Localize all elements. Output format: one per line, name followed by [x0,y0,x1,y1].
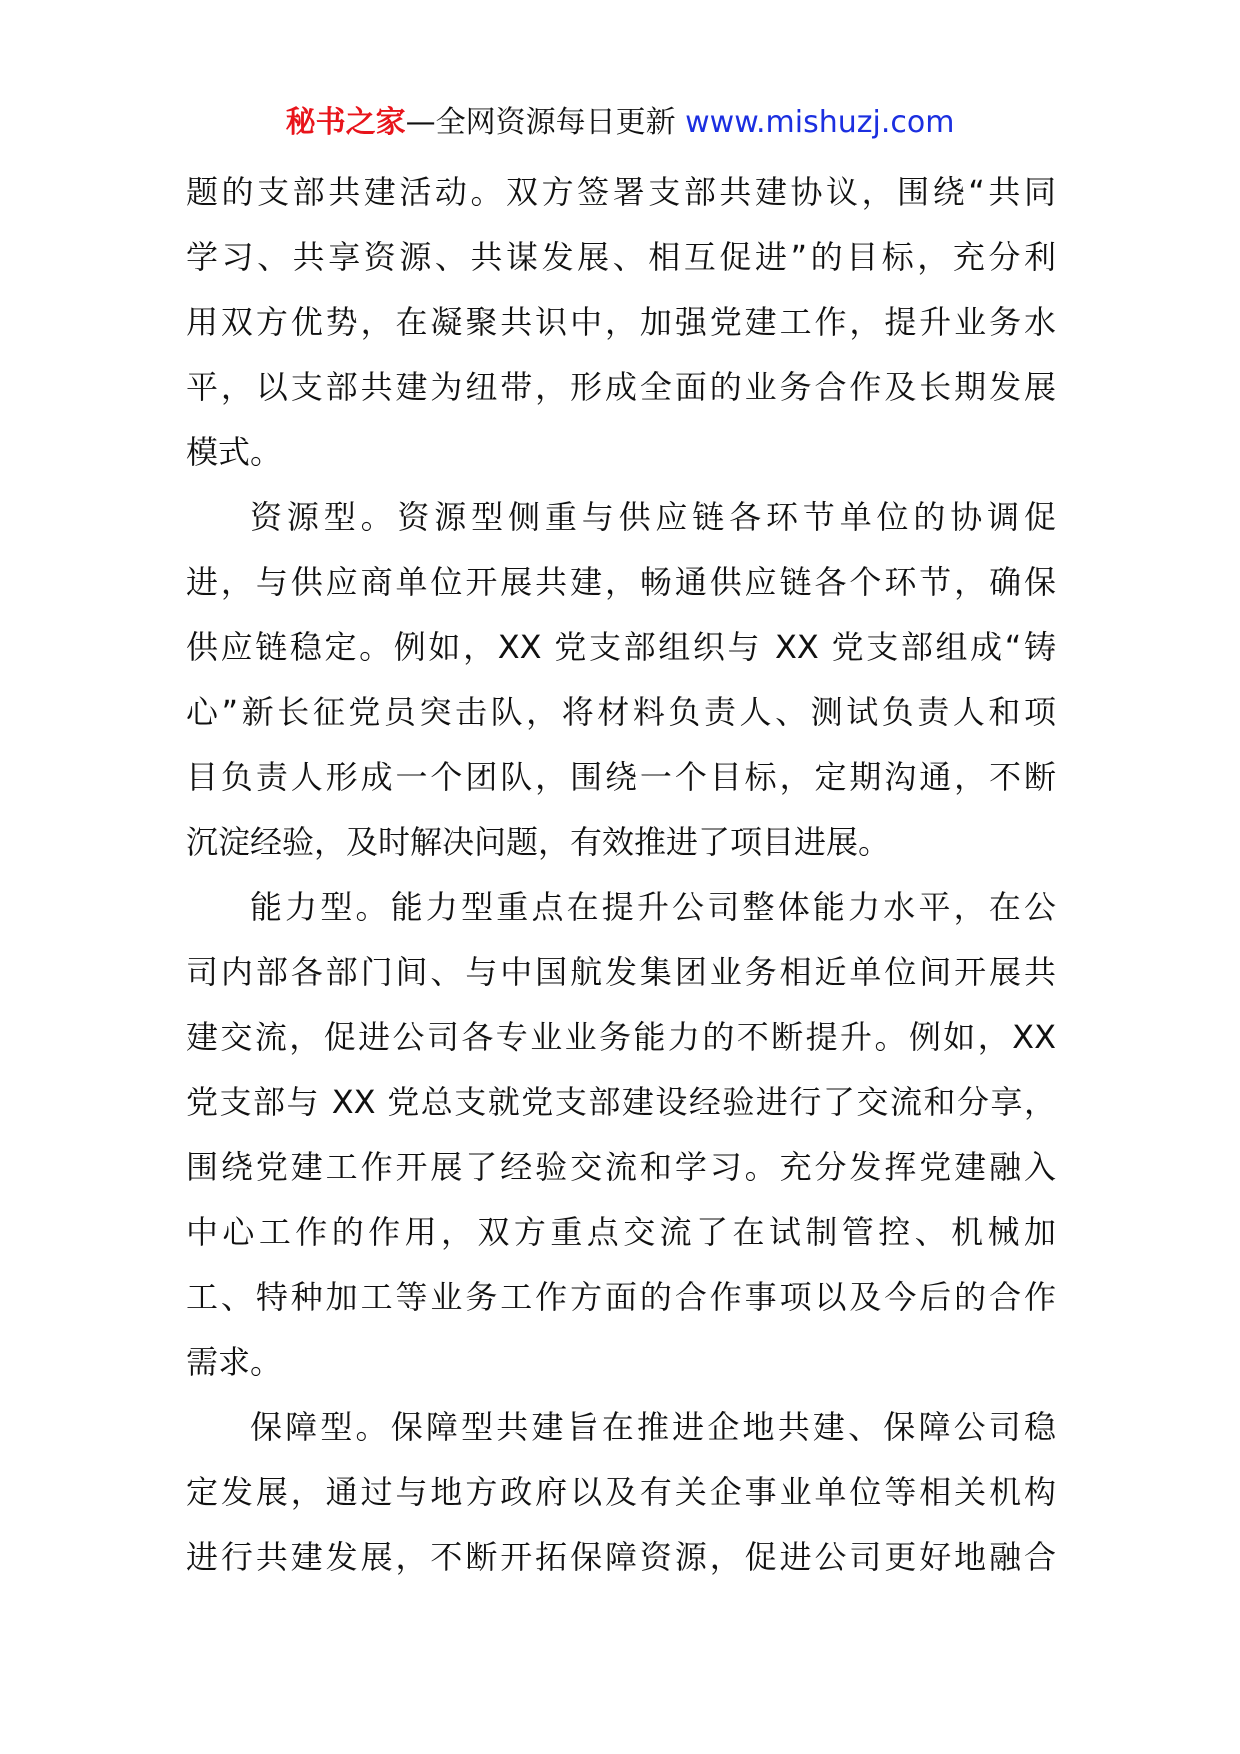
text-line: 定发展，通过与地方政府以及有关企事业单位等相关机构 [186,1473,1056,1511]
text-line: 进，与供应商单位开展共建，畅通供应链各个环节，确保 [186,563,1056,601]
site-header [0,100,1240,146]
text-line: 建交流，促进公司各专业业务能力的不断提升。例如，XX [186,1018,1056,1056]
paragraph-first-line: 资源型。资源型侧重与供应链各环节单位的协调促 [250,498,1056,536]
text-line: 司内部各部门间、与中国航发集团业务相近单位间开展共 [186,953,1056,991]
text-line: 学习、共享资源、共谋发展、相互促进”的目标，充分利 [186,238,1056,276]
text-line: 目负责人形成一个团队，围绕一个目标，定期沟通，不断 [186,758,1056,796]
text-line: 工、特种加工等业务工作方面的合作事项以及今后的合作 [186,1278,1056,1316]
text-line: 心”新长征党员突击队，将材料负责人、测试负责人和项 [186,693,1056,731]
text-line: 党支部与 XX 党总支就党支部建设经验进行了交流和分享， [186,1083,1056,1121]
text-line: 进行共建发展，不断开拓保障资源，促进公司更好地融合 [186,1538,1056,1576]
text-line: 沉淀经验，及时解决问题，有效推进了项目进展。 [186,823,891,861]
text-line: 需求。 [186,1343,283,1381]
text-line: 平，以支部共建为纽带，形成全面的业务合作及长期发展 [186,368,1056,406]
text-line: 题的支部共建活动。双方签署支部共建协议，围绕“共同 [186,173,1056,211]
document-body [186,160,1056,1590]
paragraph-first-line: 能力型。能力型重点在提升公司整体能力水平，在公 [250,888,1056,926]
text-line: 围绕党建工作开展了经验交流和学习。充分发挥党建融入 [186,1148,1056,1186]
site-url-link[interactable]: www.mishuzj.com [685,105,955,140]
text-line: 模式。 [186,433,283,471]
site-tagline: —全网资源每日更新 [405,105,686,140]
site-brand: 秘书之家 [285,105,406,140]
text-line: 中心工作的作用，双方重点交流了在试制管控、机械加 [186,1213,1056,1251]
paragraph-first-line: 保障型。保障型共建旨在推进企地共建、保障公司稳 [250,1408,1056,1446]
text-line: 供应链稳定。例如，XX 党支部组织与 XX 党支部组成“铸 [186,628,1056,666]
text-line: 用双方优势，在凝聚共识中，加强党建工作，提升业务水 [186,303,1056,341]
